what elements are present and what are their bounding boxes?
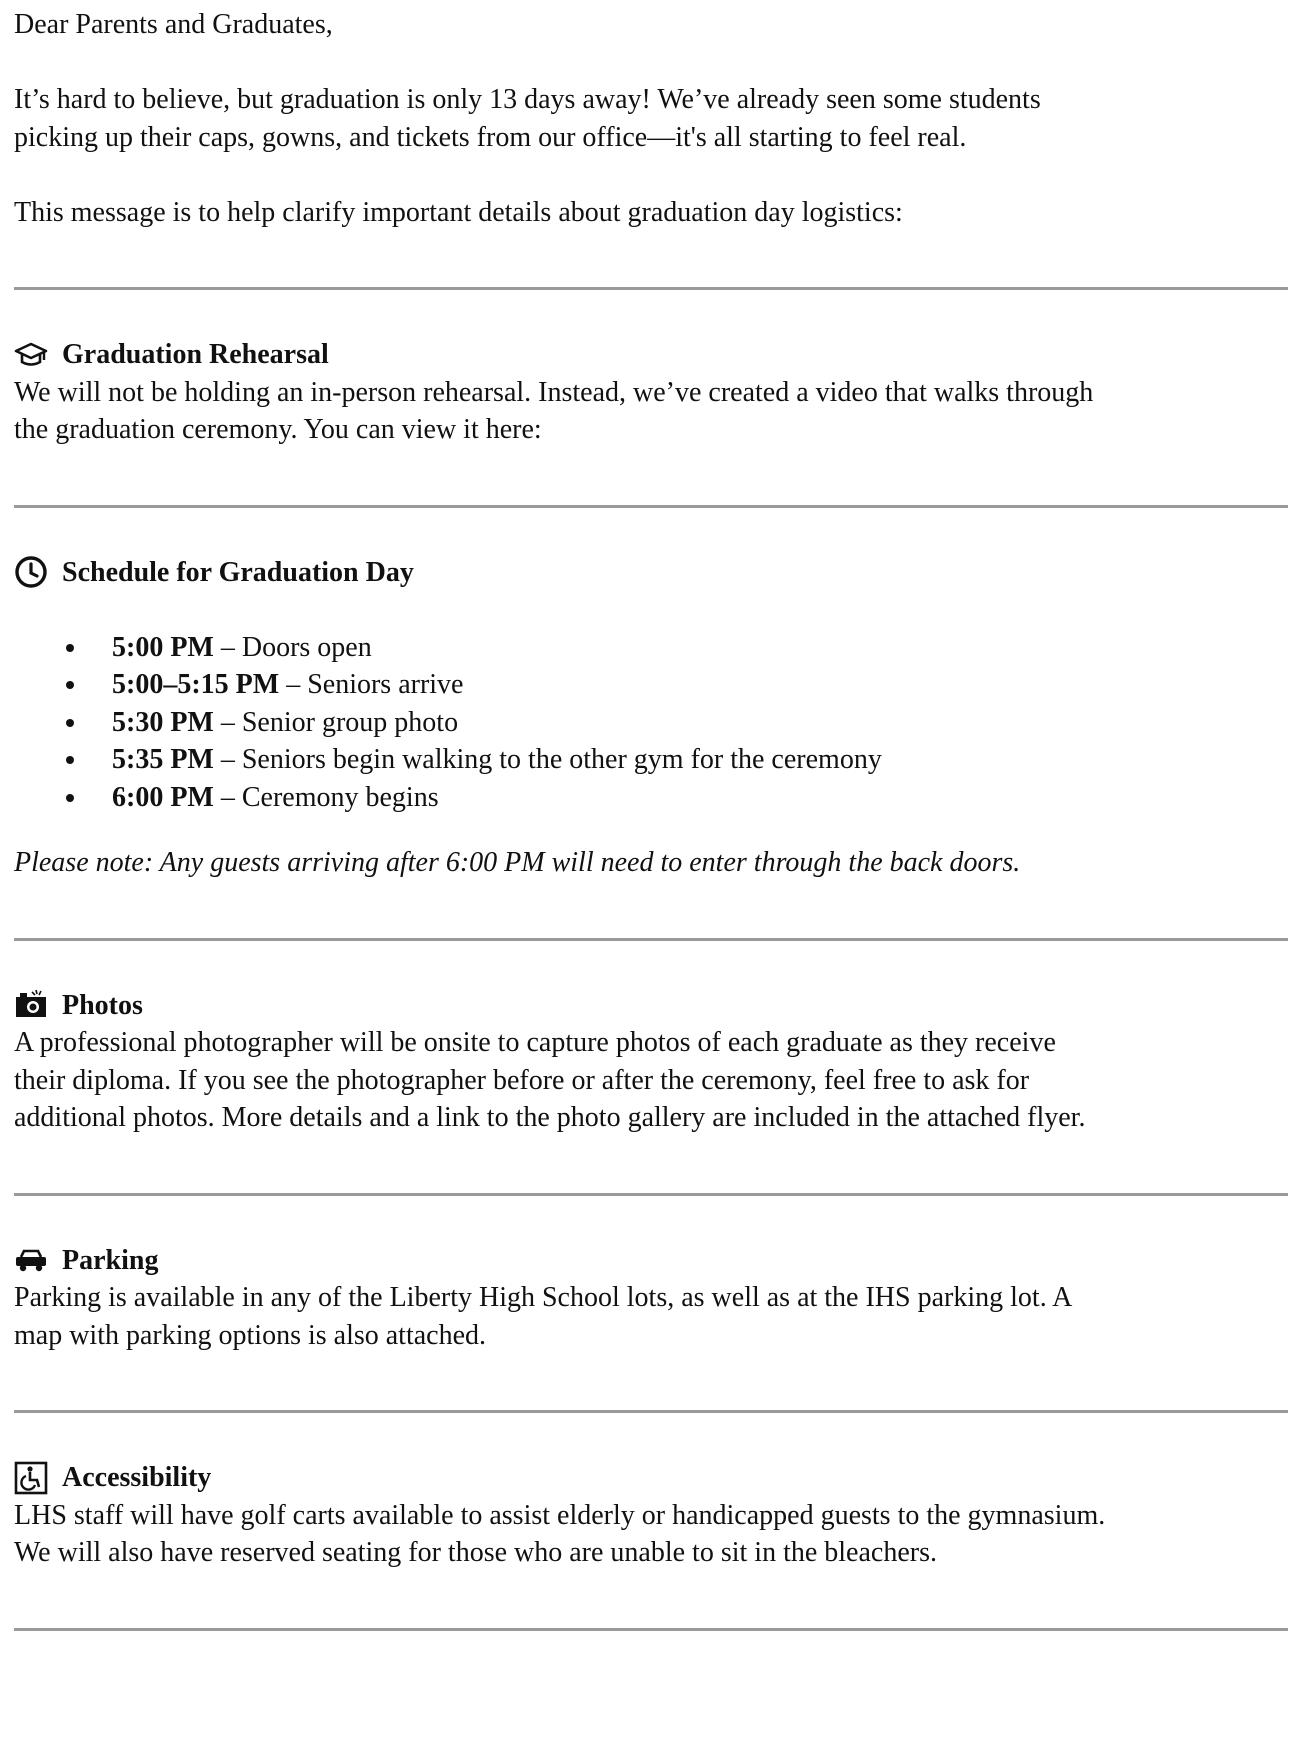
schedule-desc: – Doors open	[213, 631, 372, 663]
schedule-desc: – Seniors begin walking to the other gym for the ceremony	[213, 744, 882, 775]
schedule-time: 5:30 PM	[112, 706, 214, 738]
accessibility-line-2: We will also have reserved seating for those who are unable to sit in the bleachers.	[14, 1537, 937, 1568]
clock-icon	[14, 555, 48, 589]
parking-line-1: Parking is available in any of the Liberty High School lots, as well as at the IHS parking lot. A	[14, 1282, 1073, 1313]
schedule-heading	[14, 554, 1290, 592]
rehearsal-line-1: We will not be holding an in-person rehearsal. Instead, we’ve created a video that walks through	[14, 376, 1094, 408]
photos-title: Photos	[62, 989, 143, 1021]
schedule-item	[14, 741, 1290, 779]
schedule-desc: – Senior group photo	[213, 706, 459, 738]
schedule-time: 6:00 PM	[112, 781, 214, 813]
schedule-list	[14, 629, 1290, 817]
rehearsal-line-2: the graduation ceremony. You can view it here:	[14, 414, 542, 445]
intro-line-3: This message is to help clarify important details about graduation day logistics:	[14, 196, 903, 228]
photos-line-1: A professional photographer will be onsite to capture photos of each graduate as they receive	[14, 1027, 1056, 1058]
parking-title: Parking	[62, 1244, 159, 1276]
schedule-desc: – Seniors arrive	[279, 669, 464, 700]
schedule-note: Please note: Any guests arriving after 6:00 PM will need to enter through the back doors.	[14, 847, 1021, 878]
intro-line-1: It’s hard to believe, but graduation is only 13 days away! We’ve already seen some students	[14, 84, 1041, 115]
schedule-time: 5:00–5:15 PM	[112, 669, 280, 700]
schedule-desc: – Ceremony begins	[213, 781, 439, 813]
car-icon	[14, 1243, 48, 1277]
accessibility-title: Accessibility	[62, 1462, 212, 1493]
accessibility-line-1: LHS staff will have golf carts available to assist elderly or handicapped guests to the gymnasium.	[14, 1499, 1106, 1531]
rehearsal-title: Graduation Rehearsal	[62, 339, 329, 370]
schedule-item	[14, 704, 1290, 742]
graduation-cap-icon	[14, 338, 48, 372]
schedule-time: 5:35 PM	[112, 744, 214, 775]
divider	[14, 1628, 1288, 1631]
schedule-title: Schedule for Graduation Day	[62, 556, 414, 588]
photos-line-2: their diploma. If you see the photographer before or after the ceremony, feel free to ask for	[14, 1064, 1030, 1096]
schedule-time: 5:00 PM	[112, 631, 214, 663]
schedule-item	[14, 629, 1290, 667]
intro-line-2: picking up their caps, gowns, and tickets from our office—it's all starting to feel real.	[14, 121, 967, 153]
parking-heading	[14, 1242, 1290, 1280]
photos-line-3: additional photos. More details and a link to the photo gallery are included in the attached flyer.	[14, 1102, 1086, 1133]
wheelchair-icon	[14, 1461, 48, 1495]
photos-heading	[14, 987, 1290, 1025]
greeting: Dear Parents and Graduates,	[14, 9, 333, 40]
camera-icon	[14, 988, 48, 1022]
accessibility-heading	[14, 1459, 1290, 1497]
rehearsal-heading	[14, 336, 1290, 374]
parking-line-2: map with parking options is also attached.	[14, 1319, 487, 1351]
schedule-item	[14, 779, 1290, 817]
schedule-item	[14, 666, 1290, 704]
letter	[14, 6, 1290, 1631]
